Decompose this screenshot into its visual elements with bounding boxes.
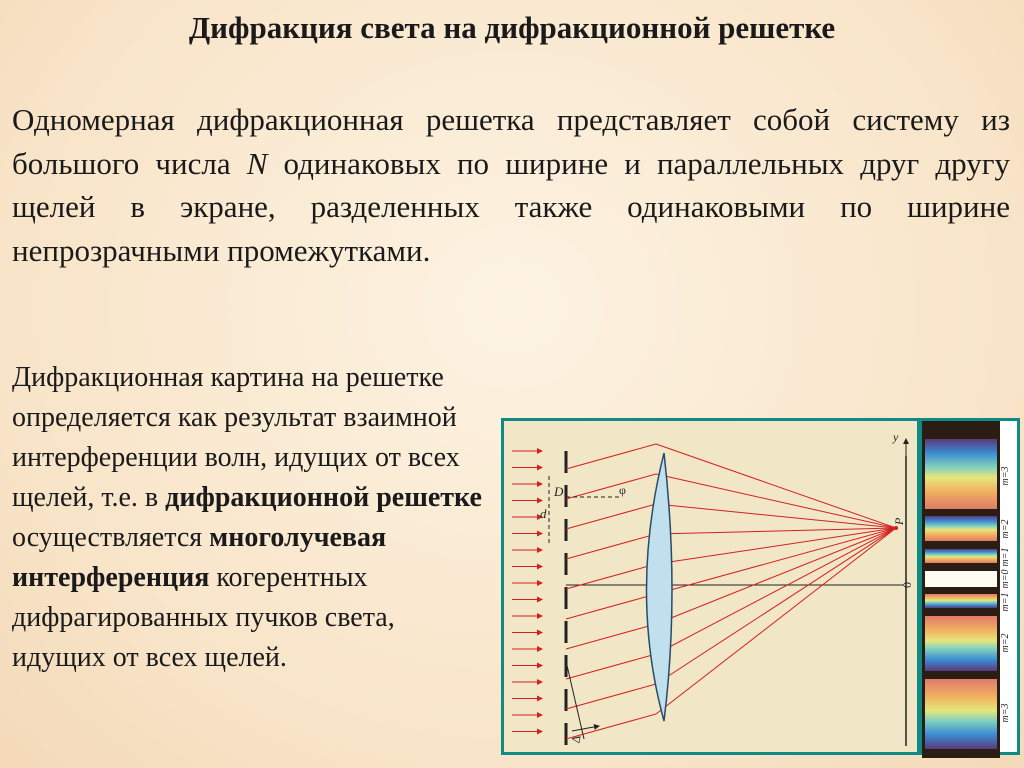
order-label: m=2 [1000,519,1011,539]
converging-rays [656,444,896,714]
zero-label: 0 [900,582,914,588]
paragraph-definition-text-2: одинаковых по ширине и параллельных друг другу щелей в экране, разделенных также одинаковыми по ширине непрозрачными промежутками. [12,145,1010,268]
band-m1-top [925,549,997,563]
order-label: m=2 [1000,633,1011,653]
converging-ray [656,528,896,654]
band-m3-bottom [925,679,997,749]
slide-title: Дифракция света на дифракционной решетке [188,10,836,45]
paragraph-definition [12,98,1010,272]
diffracted-ray [566,684,656,709]
converging-ray [656,528,896,714]
variable-n: N [246,145,268,181]
order-label: m=3 [1000,703,1011,723]
diffracted-ray [566,624,656,649]
order-labels [1000,467,1011,723]
diffracted-ray [566,504,656,529]
converging-ray [656,474,896,528]
order-label: m=1 [1000,547,1011,567]
term-diffraction-grating: дифракционной решетке [165,482,482,513]
p-label: P [892,517,906,525]
y-label: y [893,430,899,444]
diffracted-ray [566,474,656,499]
diffraction-spectrum [919,418,1020,755]
paragraph-explanation-text-2: осуществляется [12,522,210,553]
order-label: m=0 [1000,569,1011,589]
focus-point [894,526,898,530]
order-label: m=1 [1000,592,1011,612]
diffracted-ray [566,594,656,619]
converging-ray [656,528,896,684]
order-label: m=3 [1000,466,1011,486]
paragraph-explanation [12,358,482,678]
diffracted-ray [566,654,656,679]
delta-line [566,661,584,739]
spectrum-svg [922,421,1023,758]
phi-label: φ [619,483,626,497]
band-m0 [925,571,997,587]
diffracted-rays [566,444,656,739]
D-label: D [554,484,564,499]
converging-ray [656,444,896,528]
band-m2-bottom [925,616,997,671]
band-m2-top [925,516,997,541]
band-m3-top [925,439,997,509]
converging-ray [656,528,896,624]
d-label: d [540,506,547,521]
converging-ray [656,528,896,594]
paragraph-definition-text-1: Одномерная дифракционная решетка представляет собой систему из большого числа [12,102,1010,181]
paragraph-explanation-text-3: когерентных дифрагированных пучков света, идущих от всех щелей. [12,562,395,673]
incident-rays [512,451,542,732]
diffraction-diagram-svg [504,421,923,758]
delta-arrow [572,726,599,731]
delta-label: Δ [568,734,584,745]
paragraph-explanation-text-1: Дифракционная картина на решетке определяется как результат взаимной интерференции волн, идущих от всех щелей, т.е. в [12,362,460,513]
lens [647,453,673,721]
band-m1-bottom [925,594,997,608]
diffracted-ray [566,534,656,559]
diffraction-diagram [501,418,920,755]
term-multibeam-interference: многолучевая интерференция [12,522,387,593]
diffracted-ray [566,444,656,469]
converging-ray [656,504,896,528]
